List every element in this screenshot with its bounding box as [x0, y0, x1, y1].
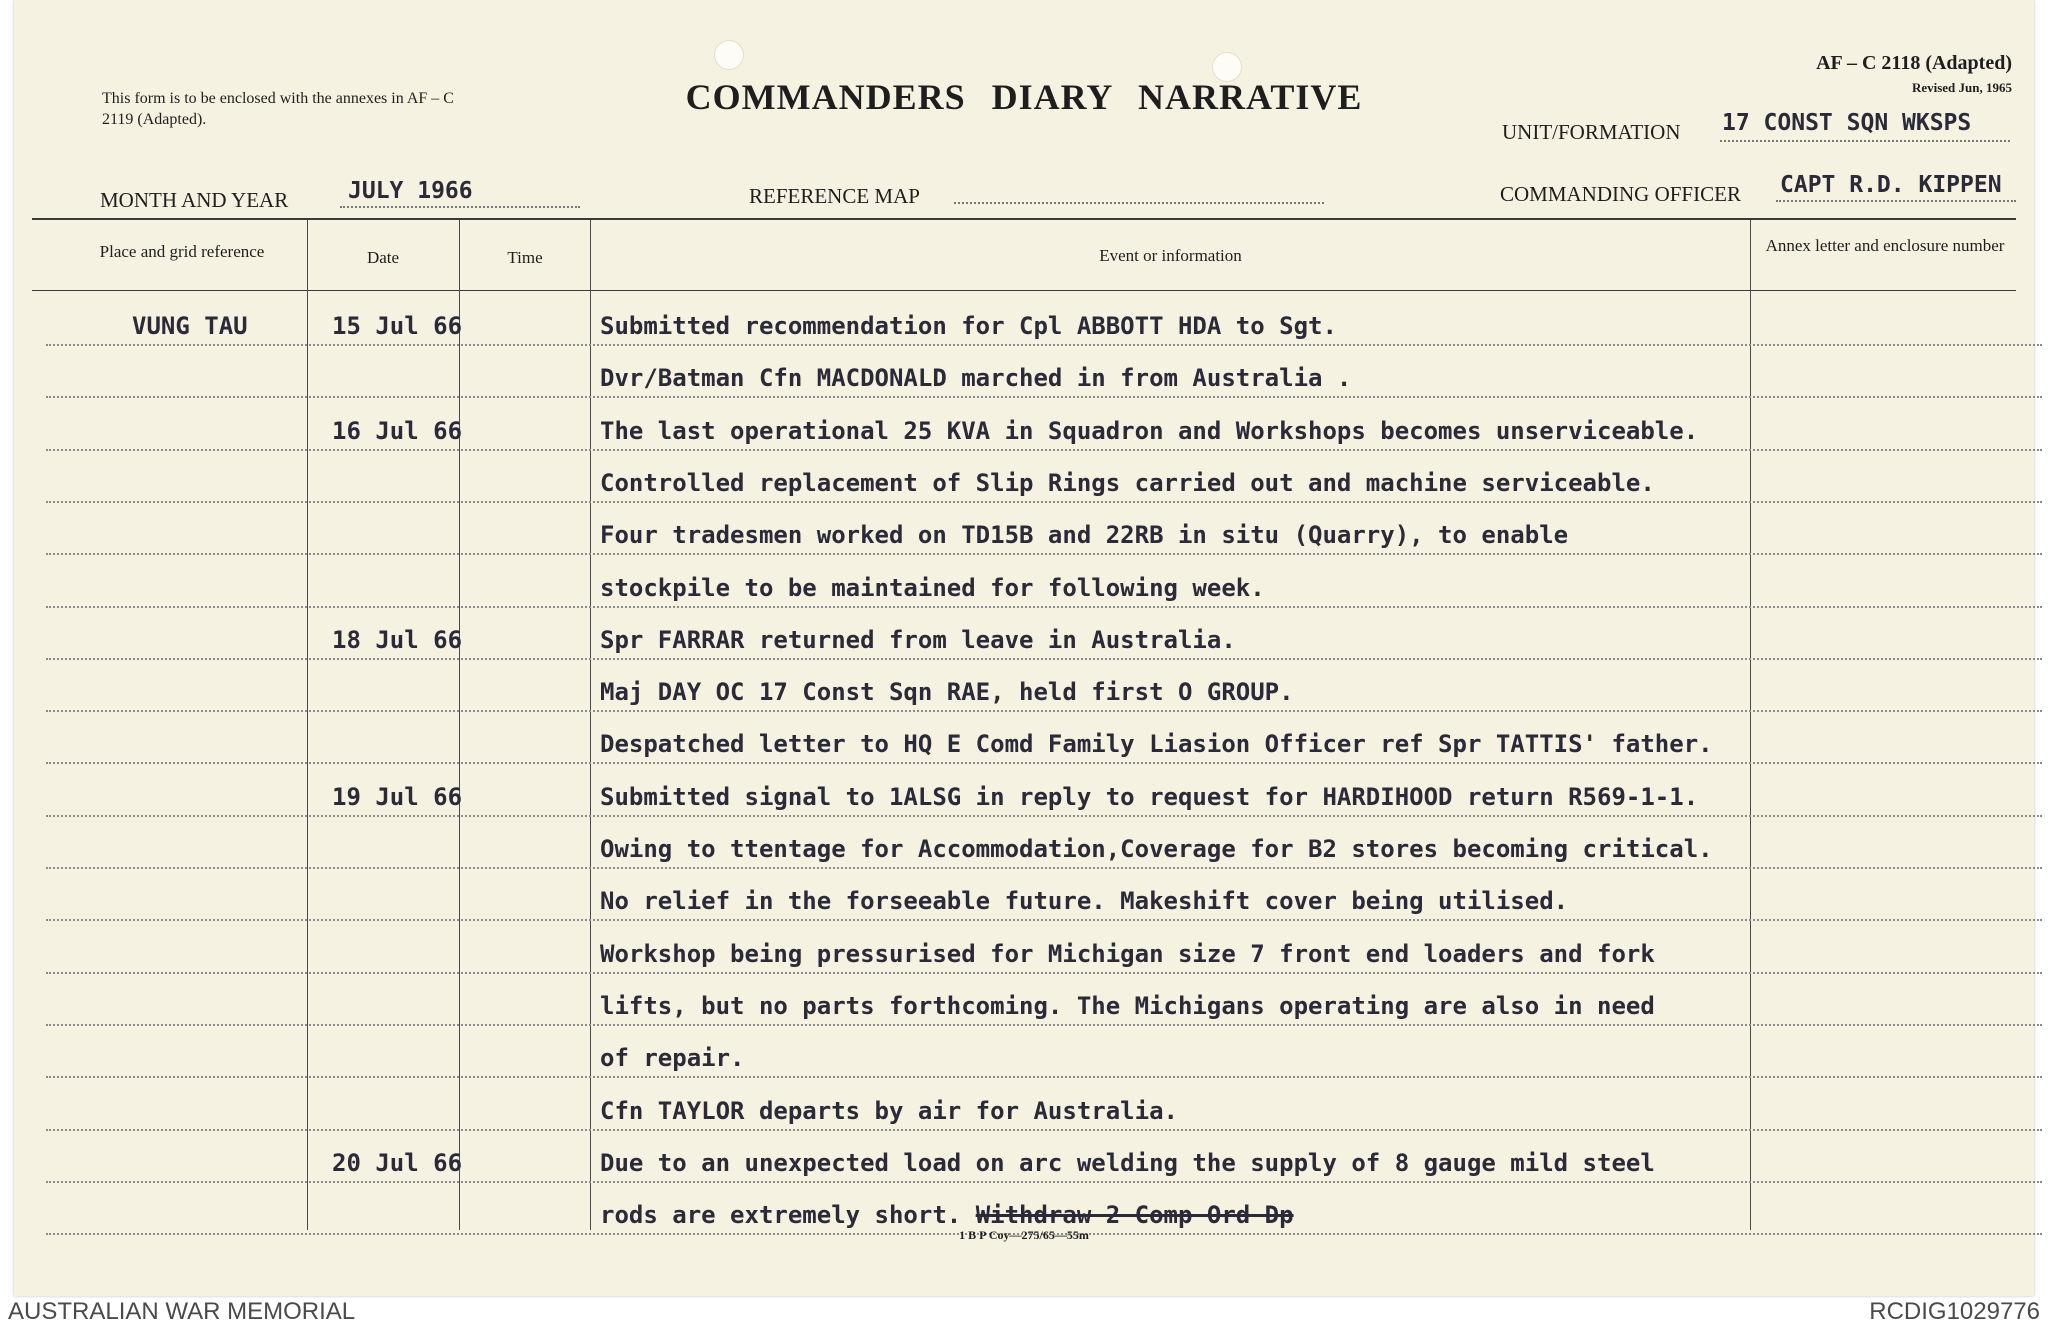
row-event-text: Dvr/Batman Cfn MACDONALD marched in from Australia . — [600, 364, 1352, 393]
row-event — [600, 574, 1265, 602]
column-divider — [1750, 220, 1751, 1230]
row-event-text: Owing to ttentage for Accommodation,Coverage for B2 stores becoming critical. — [600, 835, 1713, 863]
form-number: AF – C 2118 (Adapted) — [1816, 52, 2012, 74]
row-dotted-line — [46, 501, 2042, 503]
unit-label: UNIT/FORMATION — [1502, 120, 1681, 144]
header-time: Time — [507, 248, 543, 267]
row-date: 20 Jul 66 — [332, 1148, 463, 1177]
row-date: 16 Jul 66 — [332, 416, 463, 445]
row-event-text: Four tradesmen worked on TD15B and 22RB in situ (Quarry), to enable — [600, 521, 1569, 550]
header-annex: Annex letter and enclosure number — [1765, 236, 2005, 255]
row-event-text: rods are extremely short. — [600, 1201, 962, 1230]
commanding-officer-value: CAPT R.D. KIPPEN — [1780, 172, 2002, 198]
header-place: Place and grid reference — [99, 242, 265, 261]
month-value: JULY 1966 — [348, 178, 473, 204]
commanding-officer-label: COMMANDING OFFICER — [1500, 182, 1741, 206]
row-event-text: Due to an unexpected load on arc welding the supply of 8 gauge mild steel — [600, 1148, 1655, 1177]
row-event-text: The last operational 25 KVA in Squadron and Workshops becomes unserviceable. — [600, 416, 1699, 445]
row-date: 15 Jul 66 — [332, 312, 463, 340]
row-dotted-line — [46, 1024, 2042, 1026]
revision-date: Revised Jun, 1965 — [1911, 80, 2012, 95]
row-event — [600, 1044, 745, 1072]
month-label: MONTH AND YEAR — [100, 188, 289, 212]
table-top-border — [32, 218, 2016, 220]
row-event-text: of repair. — [600, 1044, 745, 1073]
row-event-text: stockpile to be maintained for following week. — [600, 573, 1265, 602]
row-dotted-line — [46, 606, 2042, 608]
row-event-text: Workshop being pressurised for Michigan size 7 front end loaders and fork — [600, 939, 1655, 968]
printer-mark: 1 B P Coy—275/65—55m — [959, 1228, 1089, 1242]
row-date: 18 Jul 66 — [332, 625, 463, 654]
row-event — [600, 992, 1655, 1020]
unit-dotted-line — [1720, 140, 2010, 142]
row-date: 19 Jul 66 — [332, 782, 463, 811]
table-header-border — [32, 290, 2016, 291]
row-dotted-line — [46, 972, 2042, 974]
row-event-text: lifts, but no parts forthcoming. The Michigans operating are also in need — [600, 991, 1655, 1020]
row-dotted-line — [46, 919, 2042, 921]
row-event — [600, 1097, 1178, 1125]
row-event — [600, 887, 1568, 915]
row-dotted-line — [46, 815, 2042, 817]
reference-map-label: REFERENCE MAP — [749, 184, 920, 208]
co-dotted-line — [1776, 200, 2016, 202]
row-event-text: Maj DAY OC 17 Const Sqn RAE, held first O GROUP. — [600, 678, 1294, 707]
row-event — [600, 417, 1698, 445]
form-title: COMMANDERS DIARY NARRATIVE — [685, 77, 1363, 117]
struck-through-text: Withdraw 2 Comp Ord Dp — [975, 1201, 1294, 1230]
row-dotted-line — [46, 658, 2042, 660]
column-divider — [590, 220, 591, 1230]
row-dotted-line — [46, 867, 2042, 869]
row-event-text: Submitted signal to 1ALSG in reply to request for HARDIHOOD return R569-1-1. — [600, 782, 1699, 811]
row-event-text: No relief in the forseeable future. Makeshift cover being utilised. — [600, 887, 1569, 916]
footer-record-id: RCDIG1029776 — [1869, 1298, 2040, 1325]
reference-map-dotted-line — [954, 202, 1324, 204]
row-dotted-line — [46, 1076, 2042, 1078]
row-event — [600, 521, 1568, 549]
row-event-text: Submitted recommendation for Cpl ABBOTT HDA to Sgt. — [600, 312, 1337, 340]
month-dotted-line — [340, 206, 580, 208]
row-event — [600, 1149, 1655, 1177]
row-event-text: Spr FARRAR returned from leave in Australia. — [600, 625, 1236, 654]
row-dotted-line — [46, 449, 2042, 451]
row-dotted-line — [46, 1181, 2042, 1183]
row-event — [600, 469, 1655, 497]
row-event — [600, 1201, 1294, 1229]
punch-hole — [714, 40, 744, 70]
row-dotted-line — [46, 396, 2042, 398]
unit-value: 17 CONST SQN WKSPS — [1722, 110, 1972, 136]
header-date: Date — [366, 248, 400, 267]
header-event: Event or information — [1099, 246, 1242, 265]
row-dotted-line — [46, 344, 2042, 346]
row-event — [600, 312, 1337, 340]
row-event-text: Cfn TAYLOR departs by air for Australia. — [600, 1096, 1178, 1125]
row-event — [600, 783, 1698, 811]
column-divider — [459, 220, 460, 1230]
row-event — [600, 730, 1713, 758]
enclosure-note: This form is to be enclosed with the annexes in AF – C 2119 (Adapted). — [102, 90, 454, 128]
row-event — [600, 364, 1351, 392]
row-dotted-line — [46, 1129, 2042, 1131]
row-event — [600, 940, 1655, 968]
row-event-text: Despatched letter to HQ E Comd Family Liasion Officer ref Spr TATTIS' father. — [600, 730, 1713, 759]
column-divider — [307, 220, 308, 1230]
row-event-text: Controlled replacement of Slip Rings carried out and machine serviceable. — [600, 468, 1655, 497]
row-event — [600, 835, 1713, 863]
row-place: VUNG TAU — [132, 312, 248, 340]
row-event — [600, 626, 1236, 654]
diary-form-sheet — [14, 0, 2034, 1296]
row-event — [600, 678, 1294, 706]
row-dotted-line — [46, 762, 2042, 764]
footer-archive-name: AUSTRALIAN WAR MEMORIAL — [8, 1298, 356, 1325]
row-dotted-line — [46, 553, 2042, 555]
row-dotted-line — [46, 710, 2042, 712]
